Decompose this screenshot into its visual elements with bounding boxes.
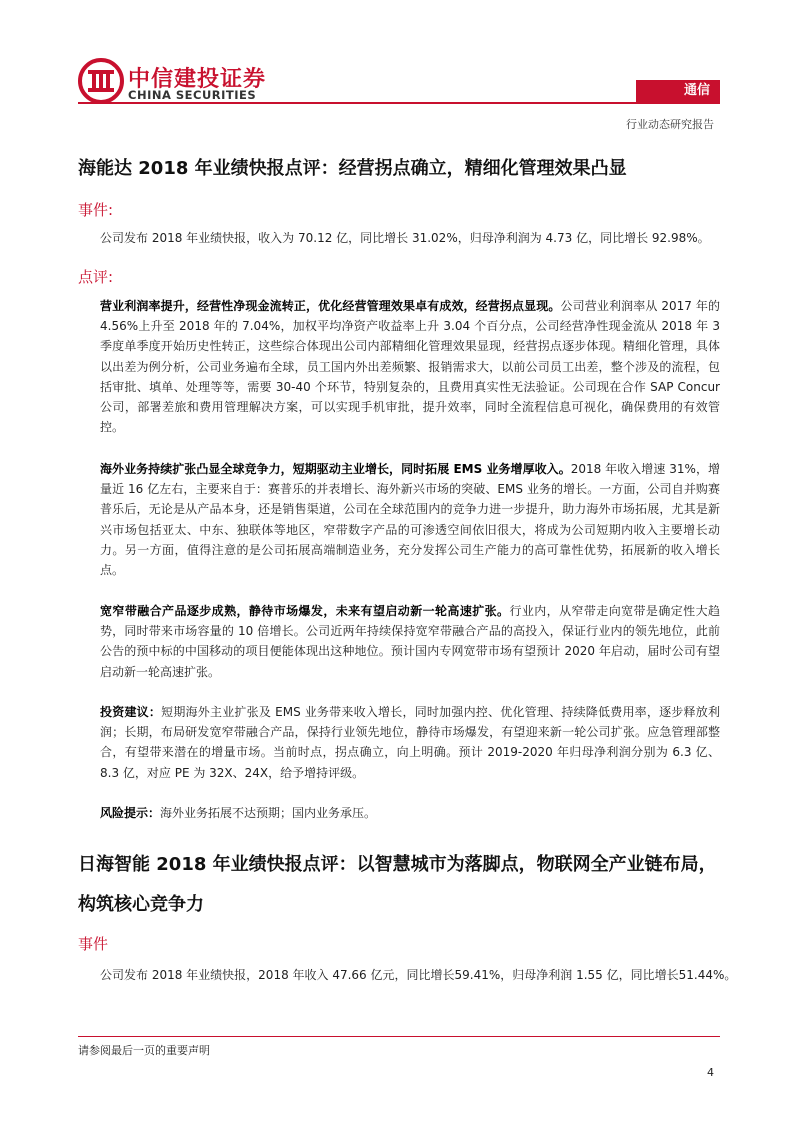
section2-event-label: 事件: [78, 935, 109, 953]
section1-event-label: 事件:: [78, 201, 114, 219]
p5-lead: 风险提示：: [100, 806, 161, 820]
section1-paragraph-4: [100, 702, 720, 783]
report-type: 行业动态研究报告: [626, 118, 714, 131]
section2-title-line1: 日海智能 2018 年业绩快报点评：以智慧城市为落脚点，物联网全产业链布局，: [78, 854, 717, 875]
section2-title-line2: 构筑核心竞争力: [78, 894, 204, 915]
section1-paragraph-5: [100, 803, 720, 823]
section1-paragraph-3: [100, 601, 720, 682]
p1-body: 公司营业利润率从 2017 年的 4.56%上升至 2018 年的 7.04%，加权平均净资产收益率上升 3.04 个百分点，公司经营净性现金流从 2018 年 3 季度单季度开始历史性转正，这些综合体现出公司内部精细化管理效果显现，经营拐点逐步体现。精细化管理，具体以出差为例分析，公司业务遍布全球，员工国内外出差频繁、报销需求大，以前公司员工出差，整个涉及的流程，包括审批、填单、处理等等，需要 30-40 个环节，特别复杂的，且费用真实性无法验证。公司现在合作 SAP Concur 公司，部署差旅和费用管理解决方案，可以实现手机审批，提升效率，同时全流程信息可视化，确保费用的有效管控。: [100, 299, 720, 435]
section1-paragraph-1: [100, 296, 720, 437]
section1-comment-label: 点评:: [78, 268, 114, 286]
footer-disclaimer-note: 请参阅最后一页的重要声明: [78, 1044, 210, 1057]
header-divider: [78, 102, 720, 104]
sector-tag: 通信: [636, 80, 720, 102]
citic-logo-icon: [78, 58, 124, 104]
p1-lead: 营业利润率提升，经营性净现金流转正，优化经营管理效果卓有成效，经营拐点显现。: [100, 299, 561, 313]
brand-name-en: CHINA SECURITIES: [128, 88, 257, 102]
section1-title: 海能达 2018 年业绩快报点评：经营拐点确立，精细化管理效果凸显: [78, 158, 627, 179]
section1-paragraph-2: [100, 459, 720, 580]
p3-lead: 宽窄带融合产品逐步成熟，静待市场爆发，未来有望启动新一轮高速扩张。: [100, 604, 510, 618]
p2-body: 2018 年收入增速 31%，增量近 16 亿左右，主要来自于：赛普乐的并表增长、海外新兴市场的突破、EMS 业务的增长。一方面，公司自并购赛普乐后，无论是从产品本身，还是销售渠道，公司在全球范围内的竞争力进一步提升，助力海外市场拓展，尤其是新兴市场包括亚太、中东、独联体等地区，窄带数字产品的可渗透空间依旧很大，将成为公司短期内收入主要增长动力。另一方面，值得注意的是公司拓展高端制造业务，充分发挥公司生产能力的高可靠性优势，拓展新的收入增长点。: [100, 462, 721, 578]
p2-lead: 海外业务持续扩张凸显全球竞争力，短期驱动主业增长，同时拓展 EMS 业务增厚收入。: [100, 462, 571, 476]
section2-event-text: 公司发布 2018 年业绩快报，2018 年收入 47.66 亿元，同比增长59.41%，归母净利润 1.55 亿，同比增长51.44%。: [100, 968, 737, 982]
p3-body: 行业内，从窄带走向宽带是确定性大趋势，同时带来市场容量的 10 倍增长。公司近两年持续保持宽窄带融合产品的高投入，保证行业内的领先地位，此前公告的预中标的中国移动的项目便能体现出这种地位。预计国内专网宽带市场有望预计 2020 年启动，届时公司有望启动新一轮高速扩张。: [100, 604, 720, 679]
p5-body: 海外业务拓展不达预期；国内业务承压。: [160, 806, 377, 820]
section1-event-text: 公司发布 2018 年业绩快报，收入为 70.12 亿，同比增长 31.02%，归母净利润为 4.73 亿，同比增长 92.98%。: [100, 231, 710, 245]
brand-name-cn: 中信建投证券: [128, 67, 267, 92]
page-number: 4: [707, 1066, 714, 1079]
p4-body: 短期海外主业扩张及 EMS 业务带来收入增长，同时加强内控、优化管理、持续降低费用率，逐步释放利润；长期，布局研发宽窄带融合产品，保持行业领先地位，静待市场爆发，有望迎来新一轮公司扩张。应急管理部整合，有望带来潜在的增量市场。当前时点，拐点确立，向上明确。预计 2019-2020 年归母净利润分别为 6.3 亿、8.3 亿，对应 PE 为 32X、24X，给予增持评级。: [100, 705, 720, 780]
p4-lead: 投资建议：: [100, 705, 162, 719]
footer-divider: [78, 1036, 720, 1037]
